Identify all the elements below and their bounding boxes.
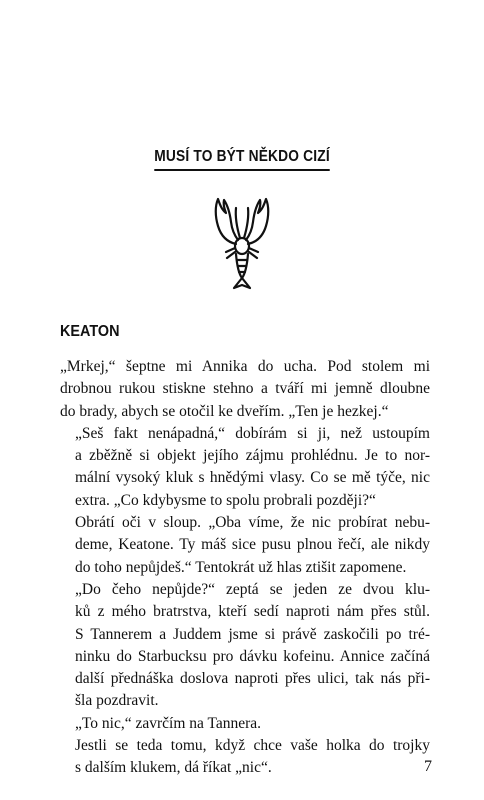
text-line: další přednáška doslova naproti přes ulici, tak nás při- (75, 670, 430, 688)
paragraph (60, 735, 430, 780)
paragraph (60, 512, 430, 579)
page-number: 7 (424, 758, 432, 775)
text-line: ninku do Starbucksu pro dávku kofeinu. Annice začíná (75, 647, 430, 665)
pov-heading: KEATON (60, 323, 120, 340)
text-line: extra. „Co kdybysme to spolu probrali později?“ (75, 491, 376, 509)
lobster-icon (209, 196, 275, 292)
text-line: do brady, abych se otočil ke dveřím. „Ten je hezkej.“ (60, 402, 389, 420)
paragraph (60, 579, 430, 713)
text-line: do toho nepůjdeš.“ Tentokrát už hlas ztišit zapomene. (75, 558, 407, 576)
text-line: „Seš fakt nenápadná,“ dobírám si ji, než ustoupím (75, 424, 430, 442)
text-line: s dalším klukem, dá říkat „nic“. (75, 759, 272, 777)
text-line: drobnou rukou stiskne stehno a tváří mi jemně dloubne (60, 380, 430, 398)
text-line: a zběžně si objekt jejího zájmu prohlédnu. Je to nor- (75, 447, 430, 465)
text-line: mální vysoký kluk s hnědými vlasy. Co se mě týče, nic (75, 469, 430, 487)
paragraph (60, 356, 430, 423)
text-line: „Do čeho nepůjde?“ zeptá se jeden ze dvou klu- (75, 580, 430, 598)
text-line: „Mrkej,“ šeptne mi Annika do ucha. Pod stolem mi (60, 358, 430, 375)
text-line: Jestli se teda tomu, když chce vaše holka do trojky (75, 737, 430, 755)
chapter-title-text: MUSÍ TO BÝT NĚKDO CIZÍ (154, 148, 330, 171)
text-line: šla pozdravit. (75, 692, 159, 710)
text-line: Obrátí oči v sloup. „Oba víme, že nic probírat nebu- (75, 514, 430, 532)
paragraph (60, 713, 430, 735)
text-line: S Tannerem a Juddem jsme si právě zaskočili po tré- (75, 625, 430, 643)
text-line: deme, Keatone. Ty máš sice pusu plnou řečí, ale nikdy (75, 536, 430, 554)
text-line: „To nic,“ zavrčím na Tannera. (75, 714, 262, 732)
chapter-title (0, 148, 484, 171)
body-text (60, 356, 430, 780)
text-line: ků z mého bratrstva, kteří sedí naproti nám přes stůl. (75, 603, 430, 621)
paragraph (60, 423, 430, 512)
